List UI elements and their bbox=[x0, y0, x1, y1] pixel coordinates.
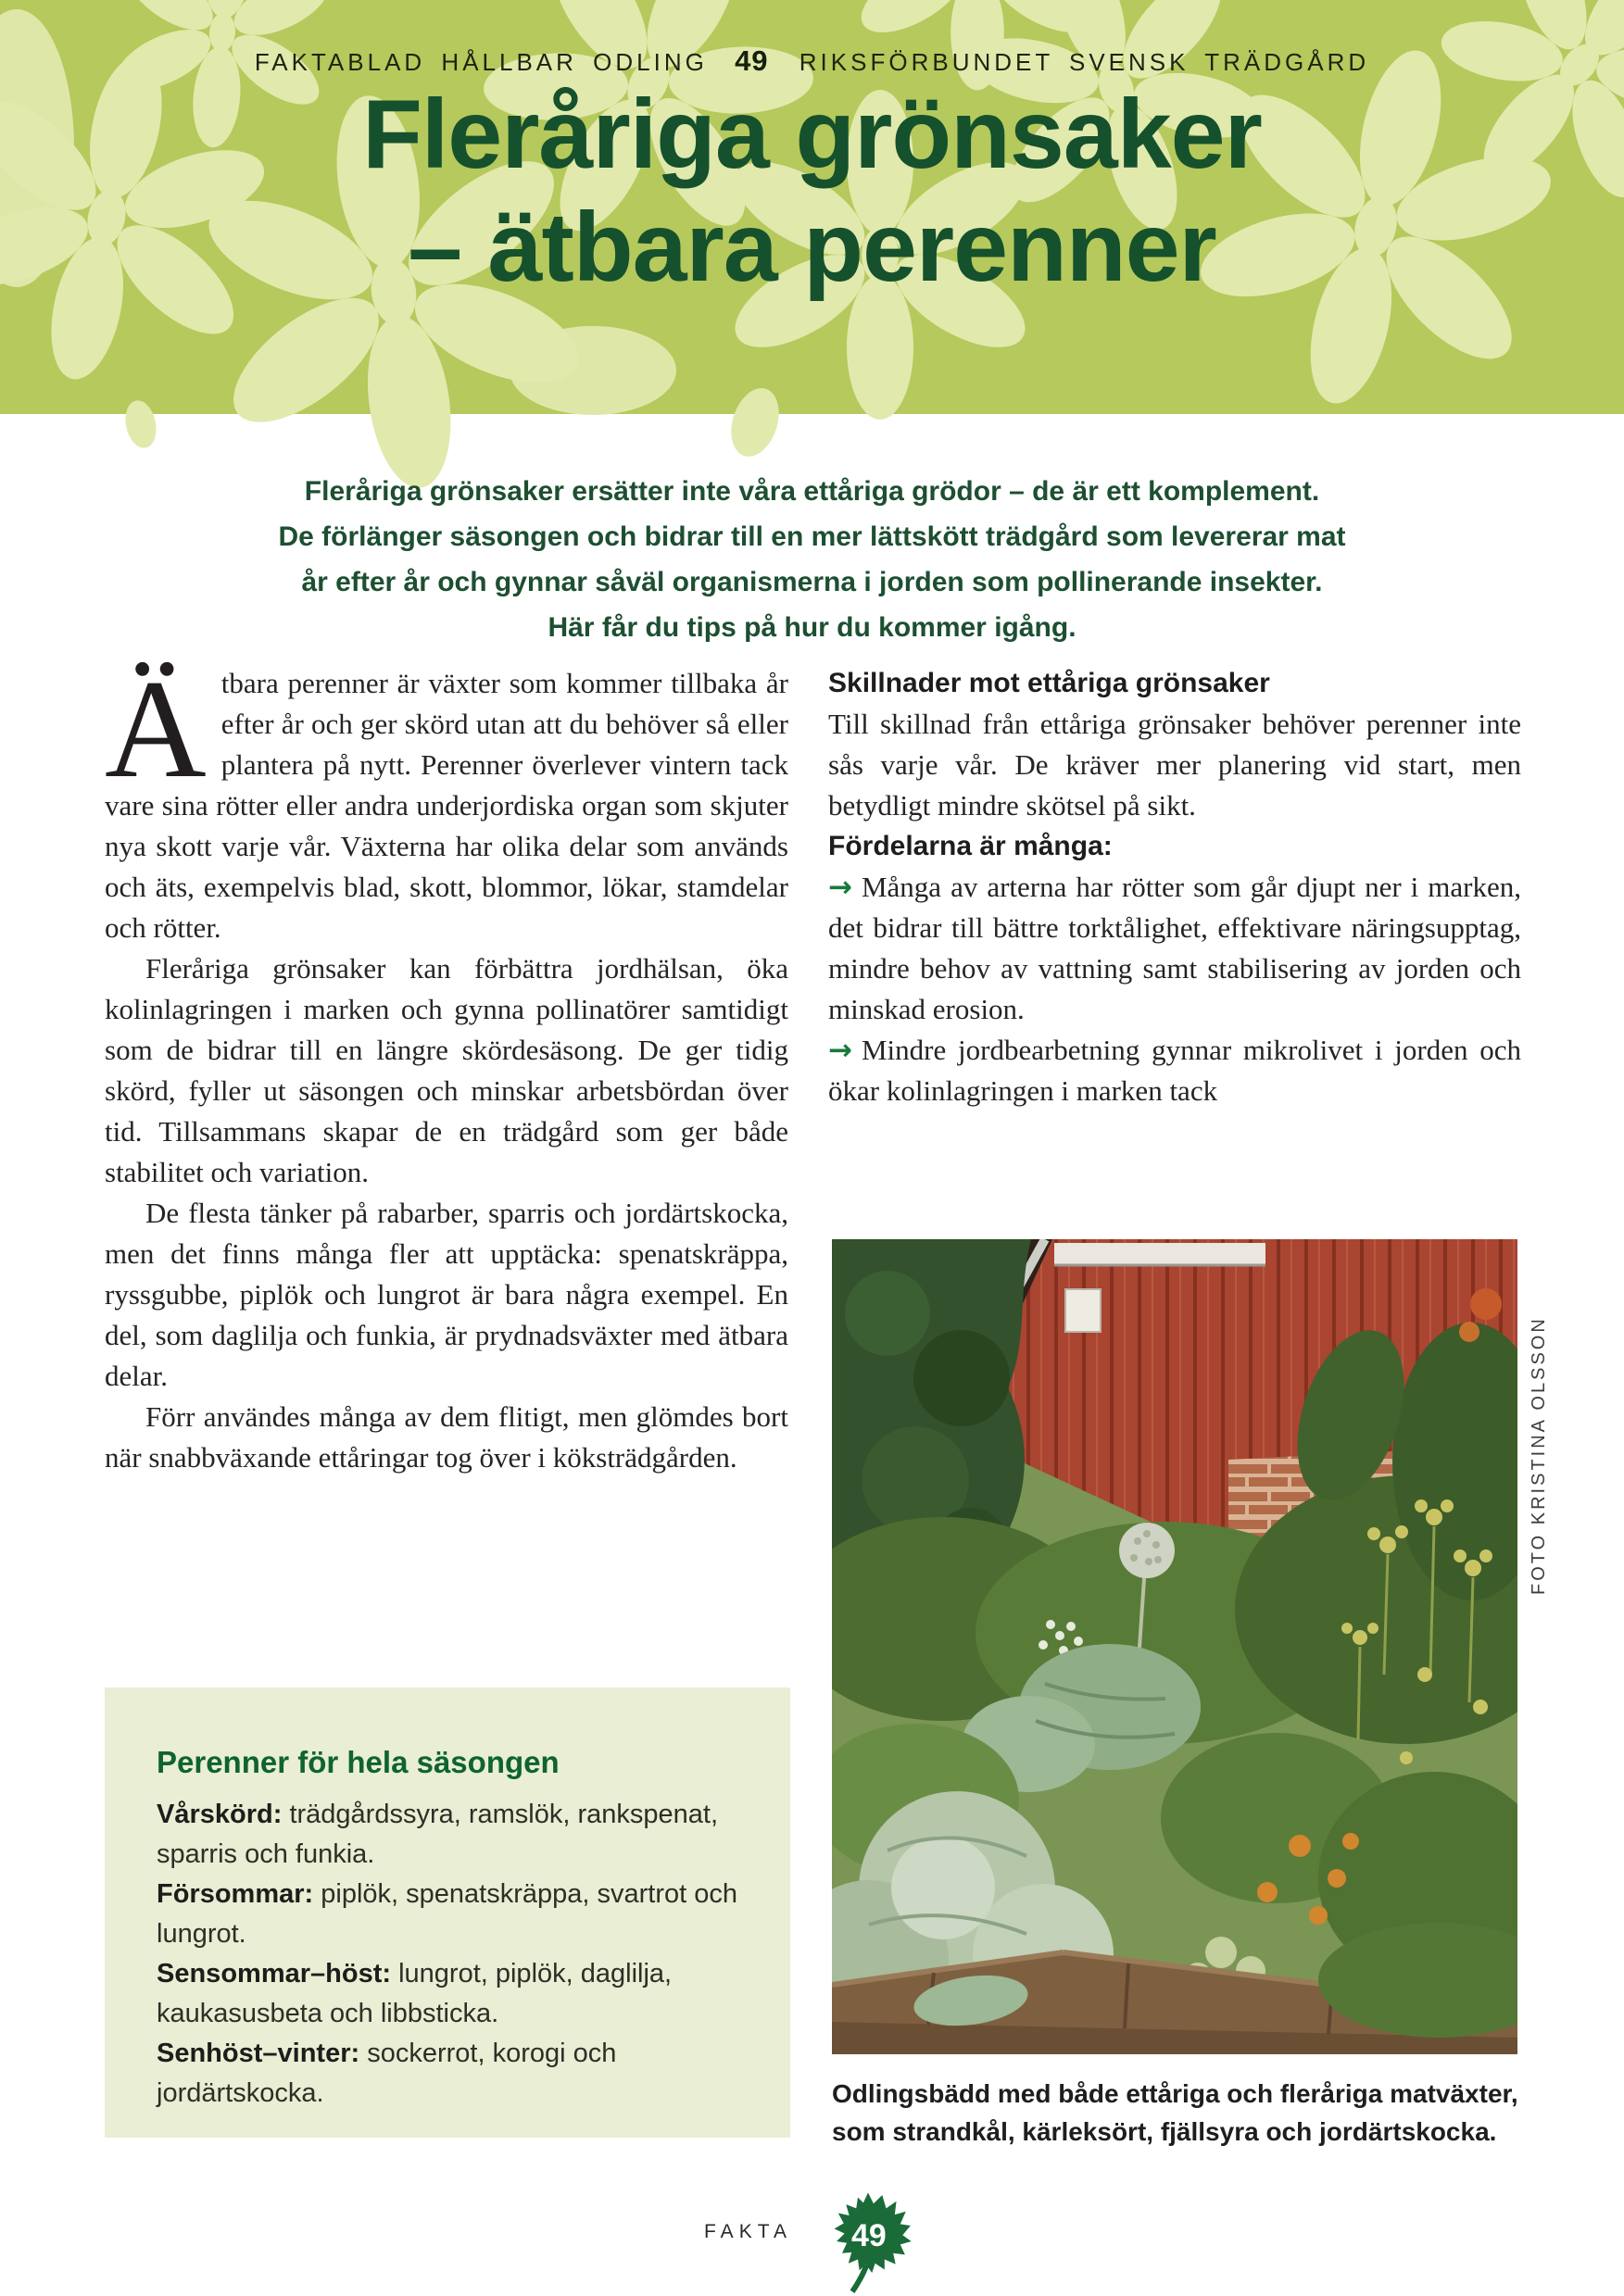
photo-caption-line: Odlingsbädd med både ettåriga och fleråriga matväxter, bbox=[832, 2079, 1518, 2108]
kicker-series: FAKTABLAD HÅLLBAR ODLING bbox=[254, 48, 708, 76]
article-column-right bbox=[828, 663, 1521, 1111]
bullet-text: Många av arterna har rötter som går djupt ner i marken, det bidrar till bättre torktålighet, effektivare näringsupptag, mindre behov av vattning samt stabilisering av jorden och minskad erosion. bbox=[828, 871, 1521, 1025]
intro-line: år efter år och gynnar såväl organismerna i jorden som pollinerande insekter. bbox=[301, 567, 1323, 597]
leaf-page-badge bbox=[816, 2189, 920, 2293]
intro-line: Här får du tips på hur du kommer igång. bbox=[548, 612, 1076, 643]
season-item bbox=[157, 1954, 749, 2034]
season-item bbox=[157, 1795, 749, 1875]
kicker bbox=[0, 44, 1624, 78]
season-item-label: Vårskörd: bbox=[157, 1800, 283, 1829]
intro-line: Fleråriga grönsaker ersätter inte våra ettåriga grödor – de är ett komplement. bbox=[304, 476, 1320, 507]
footer-series-label: FAKTA bbox=[704, 2221, 792, 2242]
season-item-text: piplök, spenatskräppa, svartrot och lungrot. bbox=[157, 1879, 738, 1949]
kicker-publisher: RIKSFÖRBUNDET SVENSK TRÄDGÅRD bbox=[799, 48, 1370, 76]
photo-credit: FOTO KRISTINA OLSSON bbox=[1529, 1316, 1549, 1595]
kicker-issue-number: 49 bbox=[735, 44, 769, 77]
season-item bbox=[157, 1875, 749, 1954]
subheading-differences: Skillnader mot ettåriga grönsaker bbox=[828, 668, 1270, 698]
season-item-text: lungrot, piplök, daglilja, kaukasusbeta och libbsticka. bbox=[157, 1959, 673, 2028]
footer bbox=[0, 2189, 1624, 2296]
season-item-text: trädgårdssyra, ramslök, rankspenat, sparris och funkia. bbox=[157, 1800, 719, 1869]
season-item-label: Senhöst–vinter: bbox=[157, 2039, 360, 2068]
season-box-heading: Perenner för hela säsongen bbox=[157, 1745, 560, 1779]
season-item-text: sockerrot, korogi och jordärtskocka. bbox=[157, 2039, 617, 2108]
season-box bbox=[105, 1687, 790, 2138]
page-title-line2: – ätbara perenner bbox=[408, 193, 1216, 302]
body-paragraph: De flesta tänker på rabarber, sparris och jordärtskocka, men det finns många fler att upptäcka: spenatskräppa, ryssgubbe, piplök och lungrot är bara några exempel. En del, som daglilja och funkia, är prydnadsväxter med ätbara delar. bbox=[105, 1197, 788, 1392]
body-paragraph: Förr användes många av dem flitigt, men glömdes bort när snabbväxande ettåringar tog över i köksträdgården. bbox=[105, 1400, 788, 1474]
body-paragraph: tbara perenner är växter som kommer tillbaka år efter år och ger skörd utan att du behöver så eller plantera på nytt. Perenner överlever vintern tack vare sina rötter eller andra underjordiska organ som skjuter nya skott varje vår. Växterna har olika delar som används och äts, exempelvis blad, skott, blommor, lökar, stamdelar och rötter. bbox=[105, 667, 788, 944]
photo-caption bbox=[832, 2075, 1529, 2151]
article-column-left bbox=[105, 651, 788, 1478]
photo-caption-line: som strandkål, kärleksört, fjällsyra och jordärtskocka. bbox=[832, 2117, 1497, 2146]
subheading-advantages: Fördelarna är många: bbox=[828, 831, 1113, 861]
garden-photo bbox=[832, 1239, 1517, 2054]
season-item-label: Sensommar–höst: bbox=[157, 1959, 392, 1989]
season-item bbox=[157, 2034, 749, 2114]
arrow-bullet-icon: → bbox=[828, 871, 852, 904]
footer-page-number: 49 bbox=[850, 2218, 887, 2254]
intro-line: De förlänger säsongen och bidrar till en mer lättskött trädgård som levererar mat bbox=[278, 521, 1346, 552]
body-paragraph: Till skillnad från ettåriga grönsaker behöver perenner inte sås varje vår. De kräver mer planering vid start, men betydligt mindre skötsel på sikt. bbox=[828, 708, 1521, 822]
arrow-bullet-icon: → bbox=[828, 1034, 852, 1067]
drop-cap: Ä bbox=[105, 651, 207, 807]
body-paragraph: Fleråriga grönsaker kan förbättra jordhälsan, öka kolinlagringen i marken och gynna pollinatörer samtidigt som de bidrar till en längre skördesäsong. De ger tidig skörd, fyller ut säsongen och minskar arbetsbördan över tid. Tillsammans skapar de en trädgård som ger både stabilitet och variation. bbox=[105, 952, 788, 1188]
page-title bbox=[0, 78, 1624, 304]
page-title-line1: Fleråriga grönsaker bbox=[362, 80, 1262, 189]
bullet-text: Mindre jordbearbetning gynnar mikrolivet i jorden och ökar kolinlagringen i marken tack bbox=[828, 1034, 1521, 1107]
intro-paragraph bbox=[0, 469, 1624, 650]
season-item-label: Försommar: bbox=[157, 1879, 314, 1909]
leaf-icon bbox=[816, 2189, 920, 2296]
